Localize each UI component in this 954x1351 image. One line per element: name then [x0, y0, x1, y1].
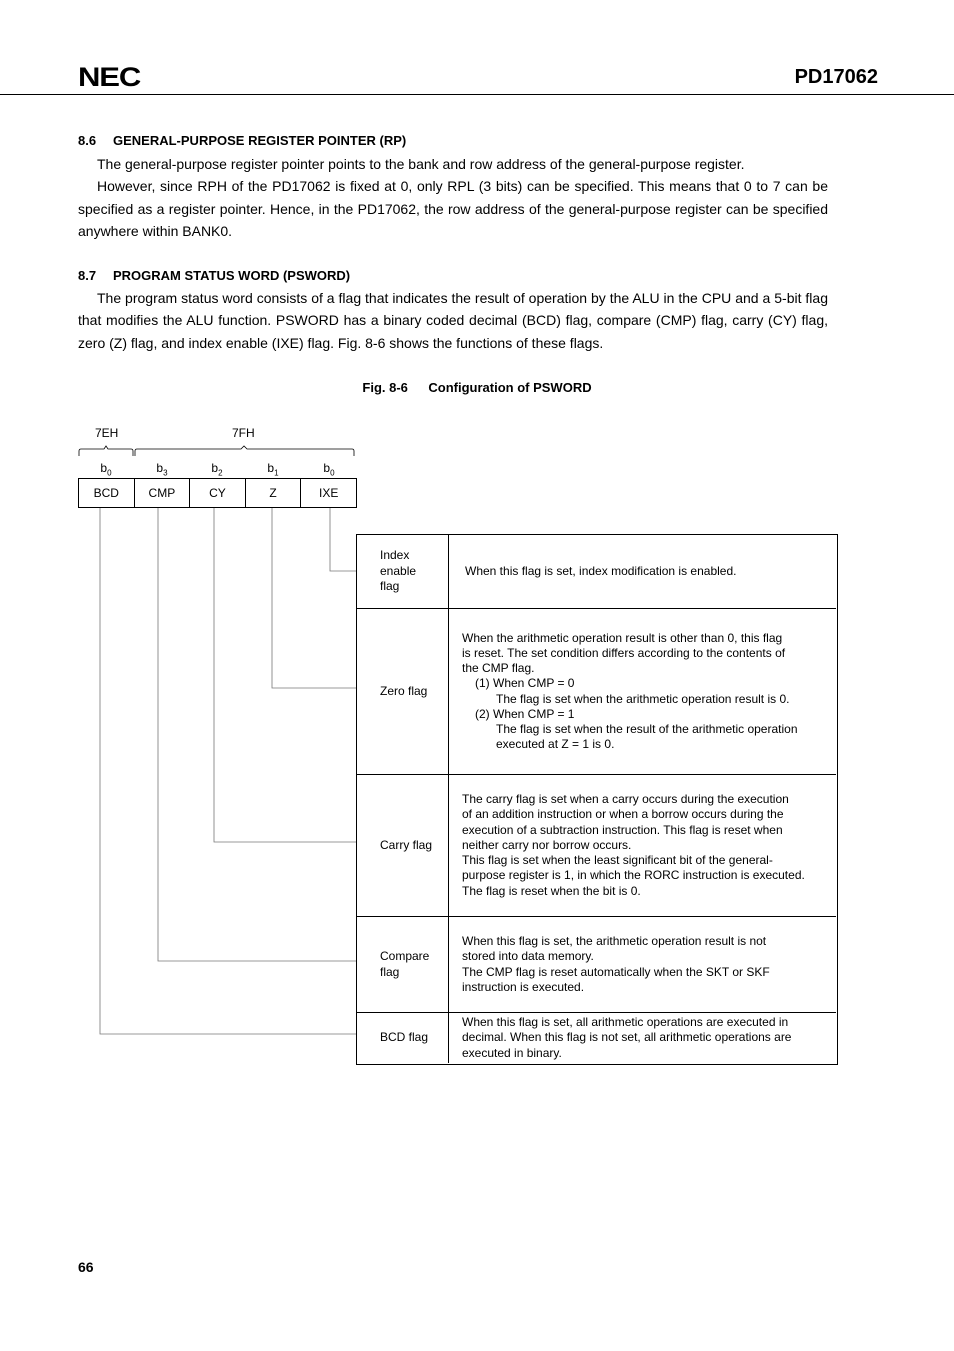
flag-name: BCD flag: [357, 1013, 449, 1063]
flag-description: When this flag is set, all arithmetic operations are executed in decimal. When this flag is not set, all arithmetic operations are executed in binary.: [462, 1015, 792, 1060]
figure-number: Fig. 8-6: [362, 380, 408, 395]
address-label-7fh: 7FH: [232, 426, 255, 440]
flag-name: Compare flag: [357, 917, 449, 1012]
paragraph: The general-purpose register pointer points to the bank and row address of the general-purpose register.: [97, 156, 745, 172]
flag-row-zero: [357, 609, 836, 775]
connector-ixe: [330, 508, 357, 571]
bit-label: $b_2$: [211, 461, 223, 478]
flag-name: Index enable flag: [357, 535, 449, 608]
nec-logo: NEC: [78, 62, 141, 92]
section-title: GENERAL-PURPOSE REGISTER POINTER (RP): [113, 133, 407, 148]
section-number: 8.6: [78, 133, 97, 148]
flag-table: [356, 534, 838, 1065]
page-number: 66: [78, 1259, 94, 1275]
register-cell-bcd: BCD: [79, 479, 135, 507]
flag-description: When this flag is set, the arithmetic operation result is not stored into data memory. The CMP flag is reset automatically when the SKT or SKF instruction is executed.: [462, 934, 770, 994]
connector-bcd: [100, 508, 357, 1034]
register-cell-z: Z: [246, 479, 302, 507]
flag-description: When the arithmetic operation result is other than 0, this flag is reset. The set condition differs according to the contents of the CMP flag. (1) When CMP = 0 The flag is set when the arithmetic operation result is 0. (2) When CMP = 1 The flag is set when the result of the arithmetic operation executed at Z = 1 is 0.: [462, 630, 798, 752]
register-cell-cmp: CMP: [135, 479, 191, 507]
connector-cmp: [158, 508, 357, 961]
bit-label: $b_3$: [156, 461, 168, 478]
figure-title: Configuration of PSWORD: [428, 380, 592, 395]
brace-7eh: [79, 446, 133, 456]
connector-z: [272, 508, 357, 688]
flag-name: Zero flag: [357, 609, 449, 774]
bit-label: $b_0$: [100, 461, 112, 478]
section-number: 8.7: [78, 268, 97, 283]
brace-7fh: [135, 446, 354, 456]
flag-description: When this flag is set, index modification is enabled.: [465, 563, 737, 578]
flag-row-compare: [357, 917, 836, 1013]
bit-label: $b_0$: [323, 461, 335, 478]
paragraph: The program status word consists of a flag that indicates the result of operation by the ALU in the CPU and a 5-bit flag that modifies the ALU function. PSWORD has a binary coded decimal (BCD) flag, compare (CMP) flag, carry (CY) flag, zero (Z) flag, and index enable (IXE) flag. Fig. 8-6 shows the functions of these flags.: [78, 290, 828, 351]
bit-label: $b_1$: [267, 461, 279, 478]
flag-description: The carry flag is set when a carry occurs during the execution of an addition instruction or when a borrow occurs during the execution of a subtraction instruction. This flag is reset when neither carry nor borrow occurs. This flag is set when the least significant bit of the general- purpose register is 1, in which the RORC instruction is executed. The flag is reset when the bit is 0.: [462, 792, 805, 898]
document-title: PD17062: [794, 66, 878, 88]
connector-cy: [214, 508, 357, 842]
paragraph: However, since RPH of the PD17062 is fixed at 0, only RPL (3 bits) can be specified. This means that 0 to 7 can be specified as a register pointer. Hence, in the PD17062, the row address of the general-purpose register can be specified anywhere within BANK0.: [78, 178, 828, 240]
register-cell-cy: CY: [190, 479, 246, 507]
flag-name: Carry flag: [357, 775, 449, 916]
flag-row-index-enable: [357, 535, 836, 609]
flag-row-carry: [357, 775, 836, 917]
address-label-7eh: 7EH: [95, 426, 119, 440]
section-title: PROGRAM STATUS WORD (PSWORD): [113, 268, 351, 283]
register-cell-ixe: IXE: [319, 486, 339, 500]
flag-row-bcd: [357, 1013, 836, 1063]
